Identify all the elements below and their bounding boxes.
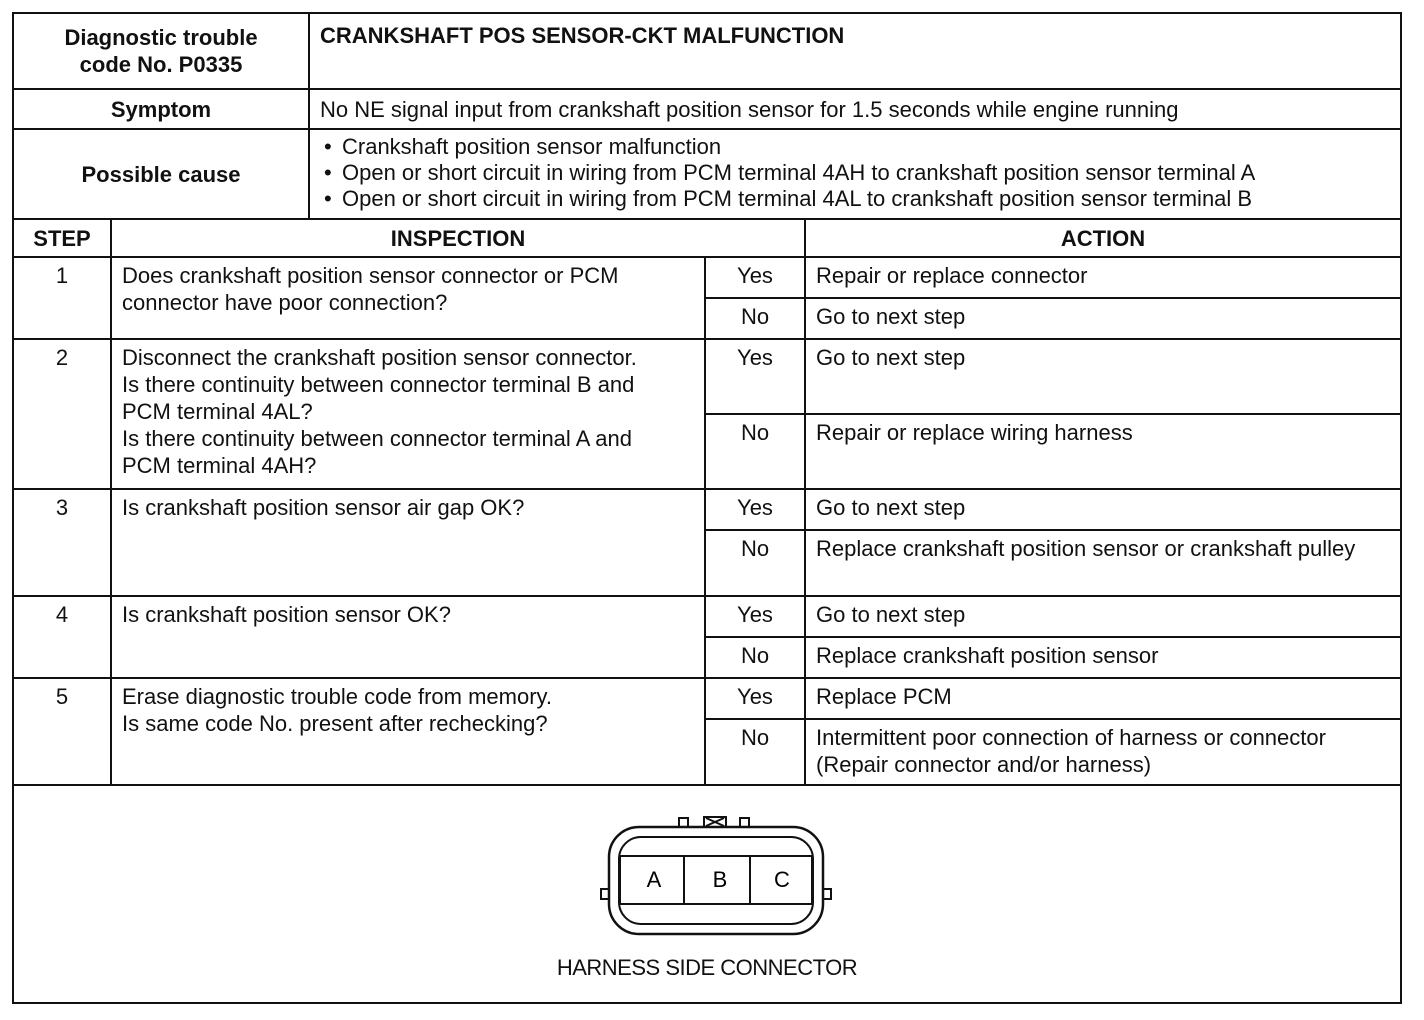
step-column-header: STEP [13,219,111,257]
dtc-title: CRANKSHAFT POS SENSOR-CKT MALFUNCTION [309,13,1401,89]
diagnostic-table [12,12,1402,1004]
yes-action: Go to next step [805,596,1401,637]
no-label: No [705,414,805,489]
no-label: No [705,637,805,678]
cause-list-cell [309,129,1401,219]
inspection-column-header: INSPECTION [111,219,805,257]
step-number: 2 [13,339,111,489]
cause-list [320,130,1390,216]
no-label: No [705,719,805,785]
symptom-label: Symptom [13,89,309,129]
cause-label: Possible cause [13,129,309,219]
symptom-text: No NE signal input from crankshaft position sensor for 1.5 seconds while engine running [309,89,1401,129]
connector-diagram [14,786,1398,946]
connector-tab [679,818,688,827]
inspection-line: PCM terminal 4AH? [122,453,317,478]
step-number: 5 [13,678,111,785]
no-action: Go to next step [805,298,1401,339]
inspection-line: Is there continuity between connector terminal B and [122,372,635,397]
no-label: No [705,298,805,339]
yes-label: Yes [705,596,805,637]
terminal-a: A [646,867,662,892]
terminal-c: C [774,867,790,892]
yes-action: Go to next step [805,339,1401,414]
no-action [805,719,1401,785]
yes-label: Yes [705,489,805,530]
terminal-b: B [712,867,728,892]
connector-latch-mark [706,818,724,826]
step-inspection: Does crankshaft position sensor connector or PCM connector have poor connection? [111,257,705,339]
no-action: Replace crankshaft position sensor [805,637,1401,678]
cause-item: • Open or short circuit in wiring from PCM terminal 4AH to crankshaft position sensor terminal A [320,160,1390,186]
connector-tab [740,818,749,827]
yes-action: Repair or replace connector [805,257,1401,298]
connector-diagram-cell [13,785,1401,1003]
yes-action: Replace PCM [805,678,1401,719]
inspection-line: Is same code No. present after rechecking? [122,711,548,736]
action-line: (Repair connector and/or harness) [816,752,1152,777]
action-line: Intermittent poor connection of harness or connector [816,725,1326,750]
cause-item: • Open or short circuit in wiring from PCM terminal 4AL to crankshaft position sensor terminal B [320,186,1390,212]
yes-label: Yes [705,257,805,298]
yes-label: Yes [705,339,805,414]
code-label: Diagnostic trouble code No. P0335 [13,13,309,89]
inspection-line: PCM terminal 4AL? [122,399,313,424]
step-number: 3 [13,489,111,596]
no-action: Replace crankshaft position sensor or crankshaft pulley [805,530,1401,596]
step-inspection: Is crankshaft position sensor OK? [111,596,705,678]
inspection-line: Erase diagnostic trouble code from memory. [122,684,552,709]
connector-caption: HARNESS SIDE CONNECTOR [556,955,858,980]
cause-item: • Crankshaft position sensor malfunction [320,134,1390,160]
action-column-header: ACTION [805,219,1401,257]
step-inspection: Is crankshaft position sensor air gap OK? [111,489,705,596]
step-inspection [111,339,705,489]
step-inspection [111,678,705,785]
no-action: Repair or replace wiring harness [805,414,1401,489]
yes-label: Yes [705,678,805,719]
no-label: No [705,530,805,596]
step-number: 4 [13,596,111,678]
inspection-line: Is there continuity between connector terminal A and [122,426,632,451]
yes-action: Go to next step [805,489,1401,530]
inspection-line: Disconnect the crankshaft position sensor connector. [122,345,637,370]
step-number: 1 [13,257,111,339]
